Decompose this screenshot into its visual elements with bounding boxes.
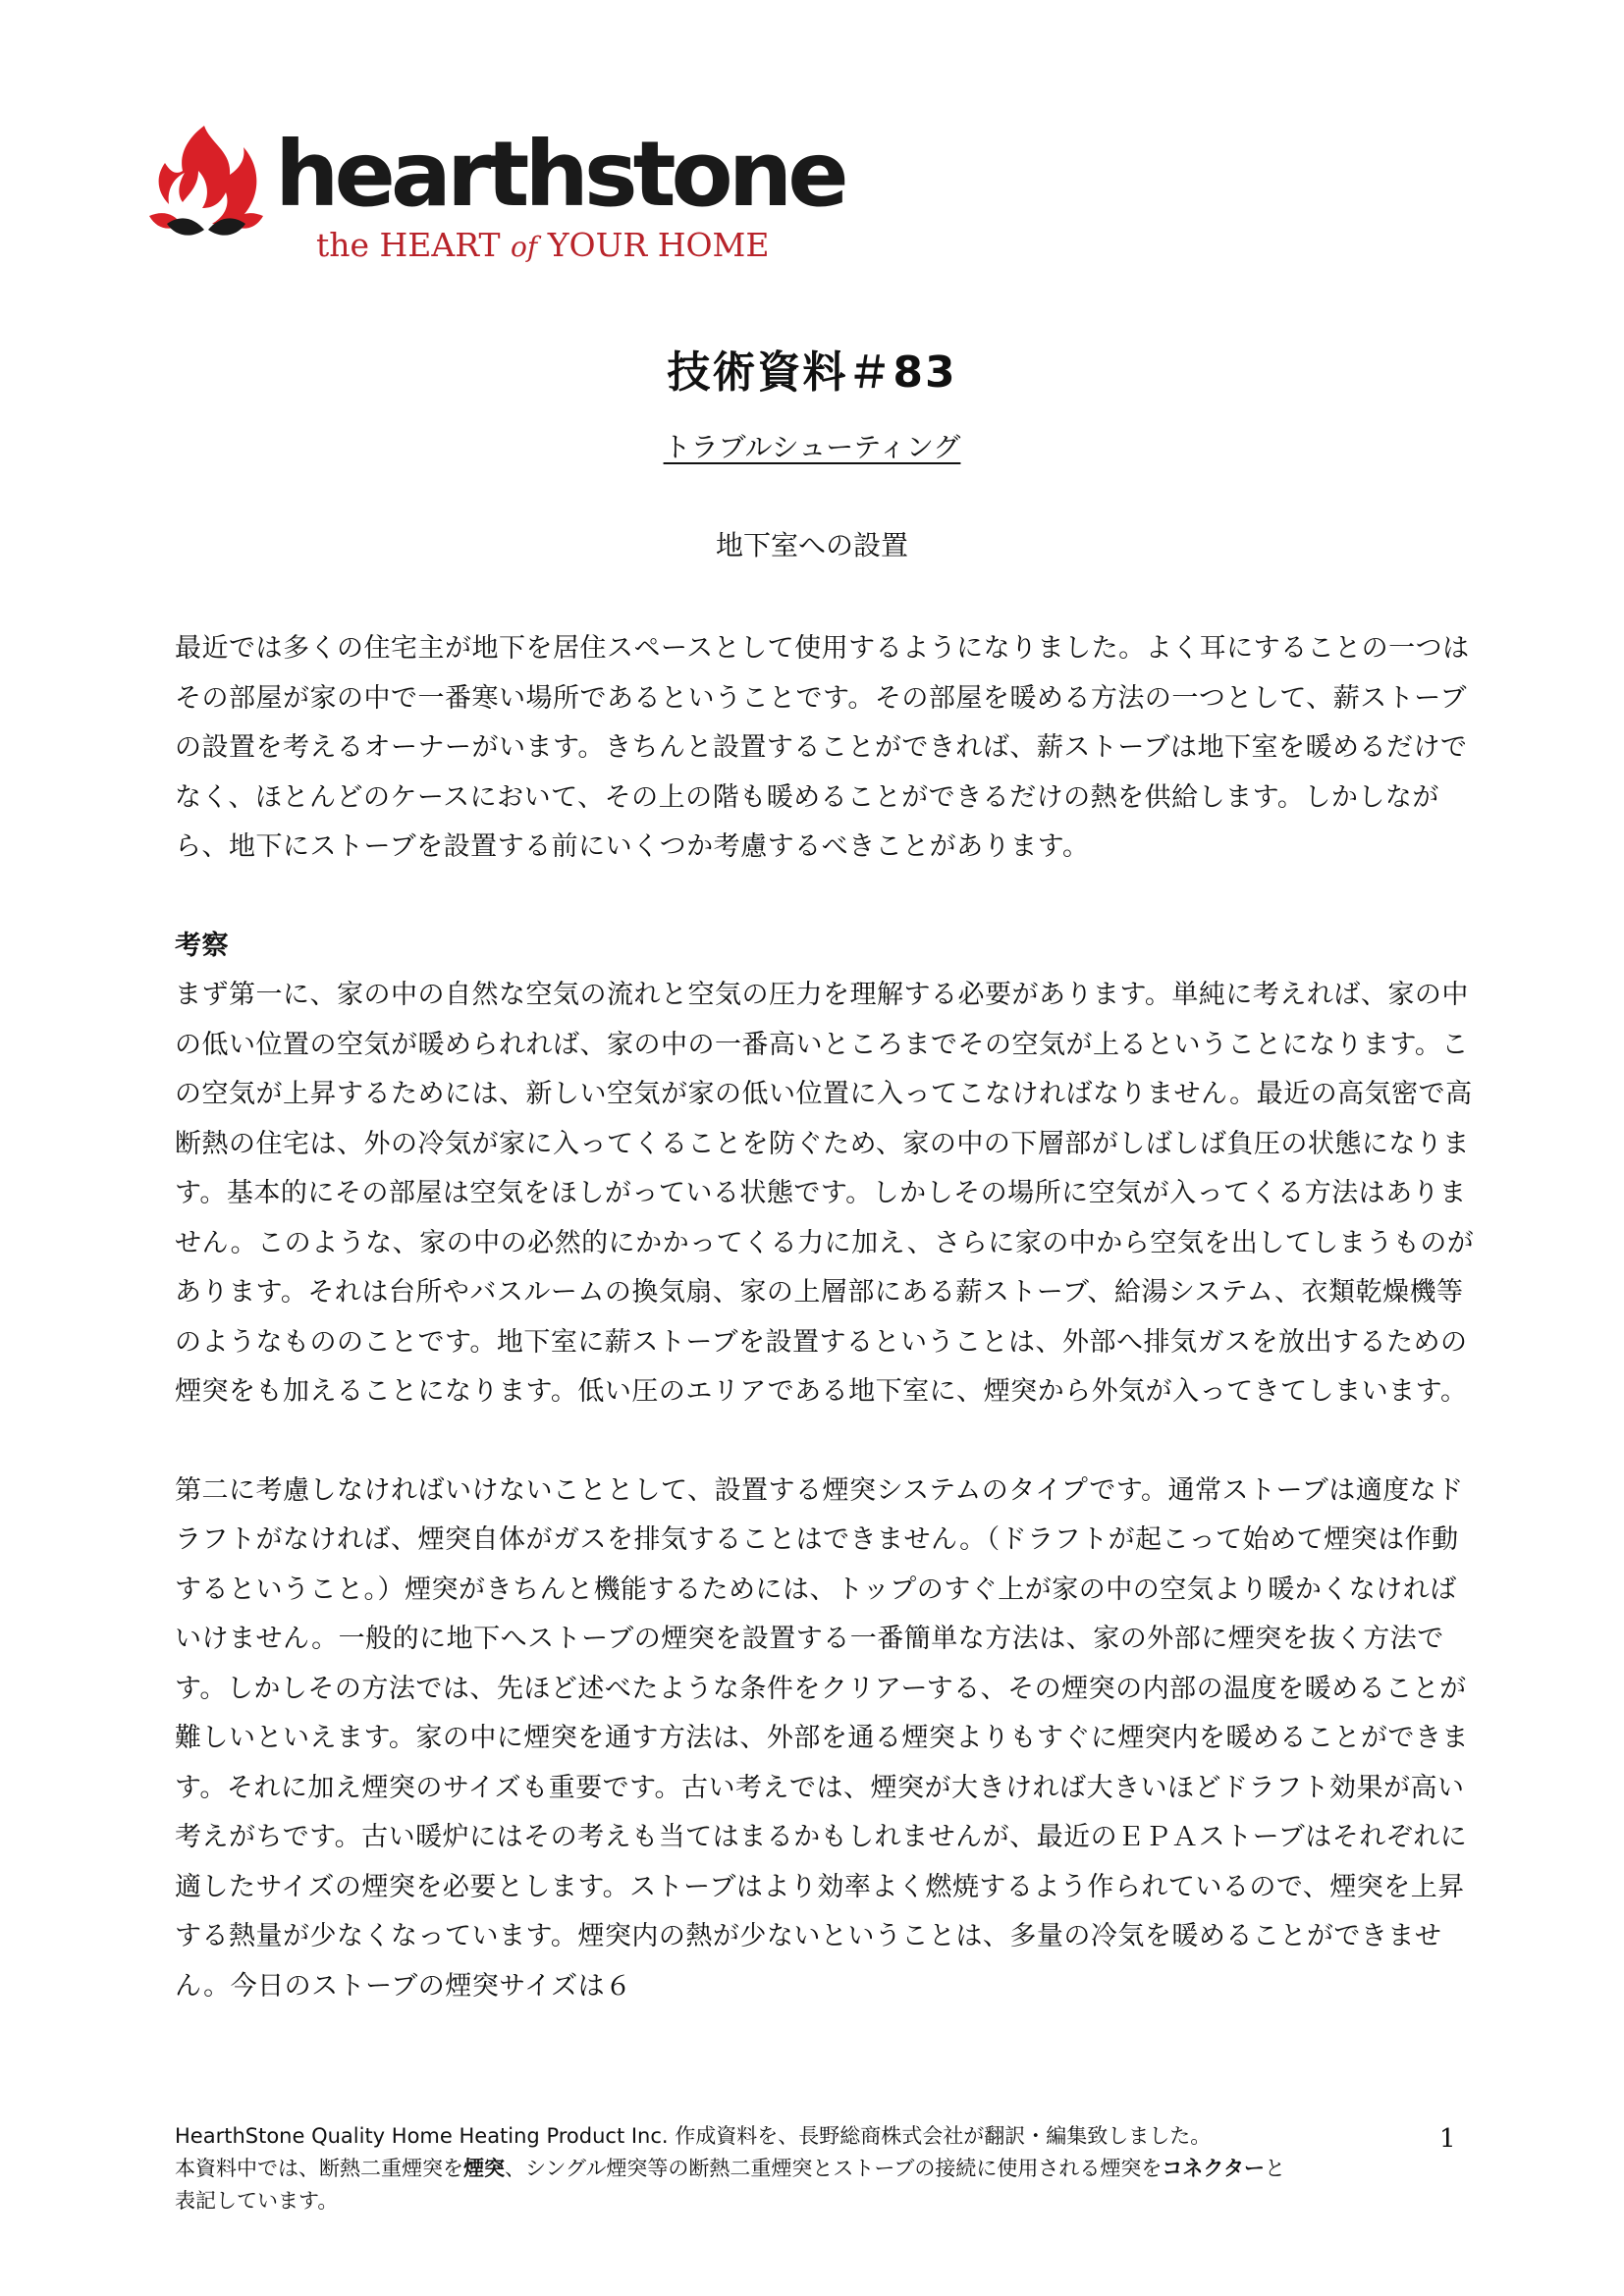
footer-line-2-c: 、シングル煙突等の断熱二重煙突とストーブの接続に使用される煙突を [505,2157,1163,2180]
tagline-part-1: the HEART [316,226,511,264]
document-subtitle [0,428,1624,467]
subtitle-text: トラブルシューティング [663,431,961,463]
hearthstone-logo [147,116,844,273]
document-body [175,624,1481,2011]
intro-paragraph: 最近では多くの住宅主が地下を居住スペースとして使用するようになりました。よく耳にすることの一つはその部屋が家の中で一番寒い場所であるということです。その部屋を暖める方法の一つとして、薪ストーブの設置を考えるオーナーがいます。きちんと設置することができれば、薪ストーブは地下室を暖めるだけでなく、ほとんどのケースにおいて、その上の階も暖めることができるだけの熱を供給します。しかしながら、地下にストーブを設置する前にいくつか考慮するべきことがあります。 [175,633,1470,862]
document-title: 技術資料＃83 [667,347,957,398]
paragraph-first-consideration: まず第一に、家の中の自然な空気の流れと空気の圧力を理解する必要があります。単純に考えれば、家の中の低い位置の空気が暖められれば、家の中の一番高いところまでその空気が上るということになります。この空気が上昇するためには、新しい空気が家の低い位置に入ってこなければなりません。最近の高気密で高断熱の住宅は、外の冷気が家に入ってくることを防ぐため、家の中の下層部がしばしば負圧の状態になります。基本的にその部屋は空気をほしがっている状態です。しかしその場所に空気が入ってくる方法はありません。このような、家の中の必然的にかかってくる力に加え、さらに家の中から空気を出してしまうものがあります。それは台所やバスルームの換気扇、家の上層部にある薪ストーブ、給湯システム、衣類乾燥機等のようなもののことです。地下室に薪ストーブを設置するということは、外部へ排気ガスを放出するための煙突をも加えることになります。低い圧のエリアである地下室に、煙突から外気が入ってきてしまいます。 [175,980,1475,1407]
footer-line-3: 表記しています。 [175,2189,339,2213]
section-heading: 地下室への設置 [715,529,908,561]
flame-icon [147,122,265,241]
consideration-heading: 考察 [175,930,229,961]
tagline-part-2: YOUR HOME [537,226,770,264]
logo-wordmark: hearthstone [275,122,844,227]
footer-term-chimney: 煙突 [463,2157,505,2180]
footer-line-2 [175,2153,1451,2185]
footer-term-connector: コネクター [1162,2157,1265,2180]
footer-line-2-e: と [1264,2157,1285,2180]
logo-tagline [316,226,769,267]
page-number: 1 [1439,2124,1456,2154]
footer-line-1: HearthStone Quality Home Heating Product Inc. 作成資料を、長野総商株式会社が翻訳・編集致しました。 [175,2124,1212,2148]
tagline-part-of: of [511,231,538,263]
page-footer [175,2120,1451,2217]
footer-line-2-a: 本資料中では、断熱二重煙突を [175,2157,463,2180]
paragraph-second-consideration: 第二に考慮しなければいけないこととして、設置する煙突システムのタイプです。通常ストーブは適度なドラフトがなければ、煙突自体がガスを排気することはできません。（ドラフトが起こって始めて煙突は作動するということ。）煙突がきちんと機能するためには、トップのすぐ上が家の中の空気より暖かくなければいけません。一般的に地下へストーブの煙突を設置する一番簡単な方法は、家の外部に煙突を抜く方法です。しかしその方法では、先ほど述べたような条件をクリアーする、その煙突の内部の温度を暖めることが難しいといえます。家の中に煙突を通す方法は、外部を通る煙突よりもすぐに煙突内を暖めることができます。それに加え煙突のサイズも重要です。古い考えでは、煙突が大きければ大きいほどドラフト効果が高い考えがちです。古い暖炉にはその考えも当てはまるかもしれませんが、最近のＥＰＡストーブはそれぞれに適したサイズの煙突を必要とします。ストーブはより効率よく燃焼するよう作られているので、煙突を上昇する熱量が少なくなっています。煙突内の熱が少ないということは、多量の冷気を暖めることができません。今日のストーブの煙突サイズは６ [175,1474,1469,2002]
